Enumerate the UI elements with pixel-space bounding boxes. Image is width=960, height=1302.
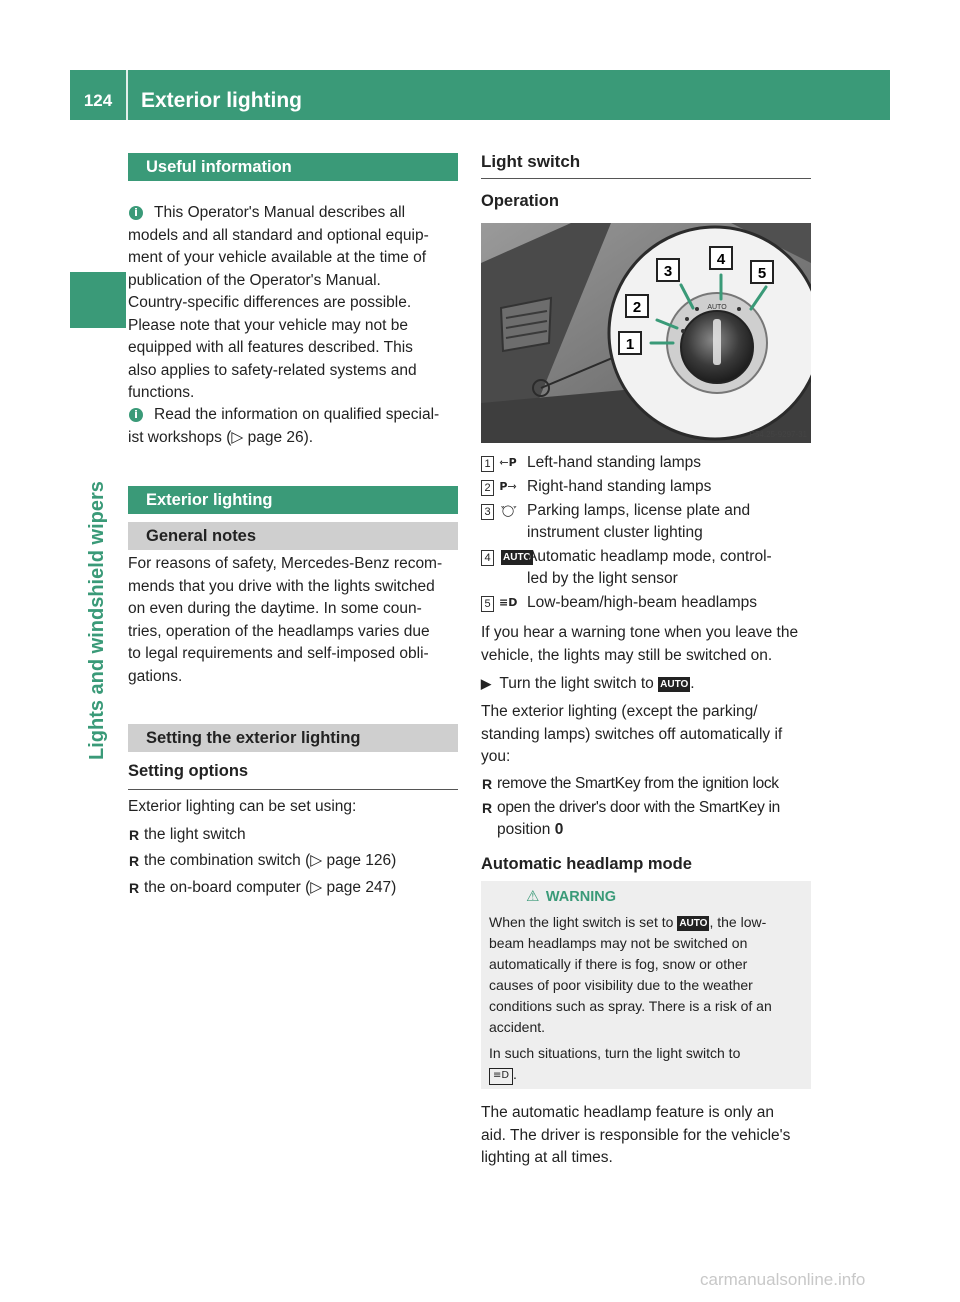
page-header bbox=[70, 70, 890, 120]
light-switch-legend bbox=[481, 452, 816, 616]
setting-options-heading: Setting options bbox=[128, 762, 249, 780]
list-item: R the on-board computer (▷ page 247) bbox=[128, 877, 463, 900]
info-note-2: i Read the information on qualified special- ist workshops (▷ page 26). bbox=[128, 406, 440, 446]
page-number: 124 bbox=[83, 91, 113, 110]
general-notes-text: For reasons of safety, Mercedes-Benz recom- mends that you drive with the lights switched on even during the daytime. In some coun- tries, operation of the headlamps varies due to legal requirements and self-imposed obli- gations. bbox=[128, 555, 443, 685]
image-code: P54.25-9297-31 bbox=[749, 430, 807, 439]
section-tab bbox=[86, 481, 116, 780]
left-standing-lamp-icon: ⇽P bbox=[499, 456, 517, 469]
page-ref-link[interactable]: page 26). bbox=[247, 428, 314, 446]
page-ref-arrow-icon: ▷ bbox=[231, 428, 244, 446]
auto-icon: AUTO bbox=[660, 679, 689, 690]
light-switch-illustration bbox=[481, 223, 811, 443]
auto-mark: AUTO bbox=[707, 304, 727, 311]
page-ref-arrow-icon: ▷ bbox=[310, 852, 323, 869]
setting-heading: Setting the exterior lighting bbox=[128, 724, 458, 752]
low-beam-icon: ≡D bbox=[489, 1068, 513, 1085]
info-icon: i bbox=[129, 408, 143, 422]
auto-icon: AUTO bbox=[679, 918, 708, 929]
auto-off-conditions bbox=[481, 773, 816, 842]
legend-item-1: 1 ⇽P Left-hand standing lamps bbox=[481, 452, 816, 476]
section-tab-label: Lights and windshield wipers bbox=[86, 481, 108, 760]
warning-text: When the light switch is set to AUTO , the low- beam headlamps may not be switched on automatically if there is fog, snow or other causes of poor visibility due to the weather conditions such as spray. There is a risk of an accident. In such situations, turn the light switch to ≡D . bbox=[489, 912, 809, 1085]
section-rule bbox=[481, 178, 811, 179]
auto-icon: AUTO bbox=[503, 552, 532, 563]
instruction-step: ▶ Turn the light switch to AUTO . bbox=[481, 675, 695, 692]
info-note-1: i This Operator's Manual describes all models and all standard and optional equip- ment of your vehicle available at the time of publication of the Operator's Manual. Country-specific differences are possible. Please note that your vehicle may not be equipped with all features described. This also applies to safety-related systems and functions. bbox=[128, 204, 429, 401]
low-beam-icon: ≡D bbox=[499, 596, 518, 609]
list-item: R remove the SmartKey from the ignition lock bbox=[481, 773, 816, 796]
step-arrow-icon: ▶ bbox=[481, 676, 491, 691]
legend-item-4: 4 AUTO Automatic headlamp mode, control- led by the light sensor bbox=[481, 546, 816, 592]
section-rule bbox=[128, 789, 458, 790]
header-divider bbox=[126, 70, 128, 120]
callout-1: 1 bbox=[625, 336, 635, 353]
useful-info-heading: Useful information bbox=[128, 153, 458, 181]
info-icon: i bbox=[129, 206, 143, 220]
list-item: R the combination switch (▷ page 126) bbox=[128, 850, 463, 873]
parking-lamp-icon: ꜘ◯ꜘ bbox=[501, 504, 515, 517]
aid-text: The automatic headlamp feature is only an aid. The driver is responsible for the vehicle's lighting at all times. bbox=[481, 1104, 791, 1166]
warning-triangle-icon: ⚠ bbox=[526, 887, 540, 905]
callout-2: 2 bbox=[632, 299, 642, 316]
operation-heading: Operation bbox=[481, 192, 559, 210]
legend-item-3: 3 ꜘ◯ꜘ Parking lamps, license plate and instrument cluster lighting bbox=[481, 500, 816, 546]
right-standing-lamp-icon: P⇾ bbox=[499, 480, 517, 493]
callout-5: 5 bbox=[757, 265, 767, 282]
exterior-lighting-heading: Exterior lighting bbox=[128, 486, 458, 514]
setting-options-list: Exterior lighting can be set using: R the light switch R the combination switch (▷ page 126) R the on-board computer (▷ page 247) bbox=[128, 796, 463, 899]
page-ref-link[interactable]: page 126) bbox=[326, 852, 397, 869]
page-ref-link[interactable]: page 247) bbox=[326, 878, 397, 896]
list-item: R open the driver's door with the SmartKey in position 0 bbox=[482, 798, 780, 838]
warning-tone-text: If you hear a warning tone when you leave the vehicle, the lights may still be switched on. bbox=[481, 624, 799, 664]
page-title: Exterior lighting bbox=[141, 89, 303, 112]
light-switch-diagram bbox=[481, 223, 811, 443]
bullet-r-icon: R bbox=[129, 826, 140, 843]
page-ref-arrow-icon: ▷ bbox=[310, 878, 323, 896]
light-switch-heading: Light switch bbox=[481, 152, 581, 171]
list-item: R the light switch bbox=[128, 824, 463, 847]
legend-item-2: 2 P⇾ Right-hand standing lamps bbox=[481, 476, 816, 500]
bullet-r-icon: R bbox=[129, 879, 140, 896]
bullet-r-icon: R bbox=[482, 776, 493, 792]
warning-header: ⚠ WARNING bbox=[526, 887, 616, 905]
section-tab-marker bbox=[70, 272, 126, 328]
warning-box bbox=[481, 881, 811, 1089]
callout-3: 3 bbox=[663, 263, 673, 280]
general-notes-heading: General notes bbox=[128, 522, 458, 550]
footer-watermark: carmanualsonline.info bbox=[700, 1270, 866, 1289]
callout-4: 4 bbox=[716, 251, 726, 268]
auto-off-text: The exterior lighting (except the parking/ standing lamps) switches off automatically if you: bbox=[481, 703, 783, 765]
auto-mode-heading: Automatic headlamp mode bbox=[481, 855, 692, 873]
legend-item-5: 5 ≡D Low-beam/high-beam headlamps bbox=[481, 592, 816, 616]
bullet-r-icon: R bbox=[129, 853, 140, 869]
bullet-r-icon: R bbox=[482, 799, 493, 816]
